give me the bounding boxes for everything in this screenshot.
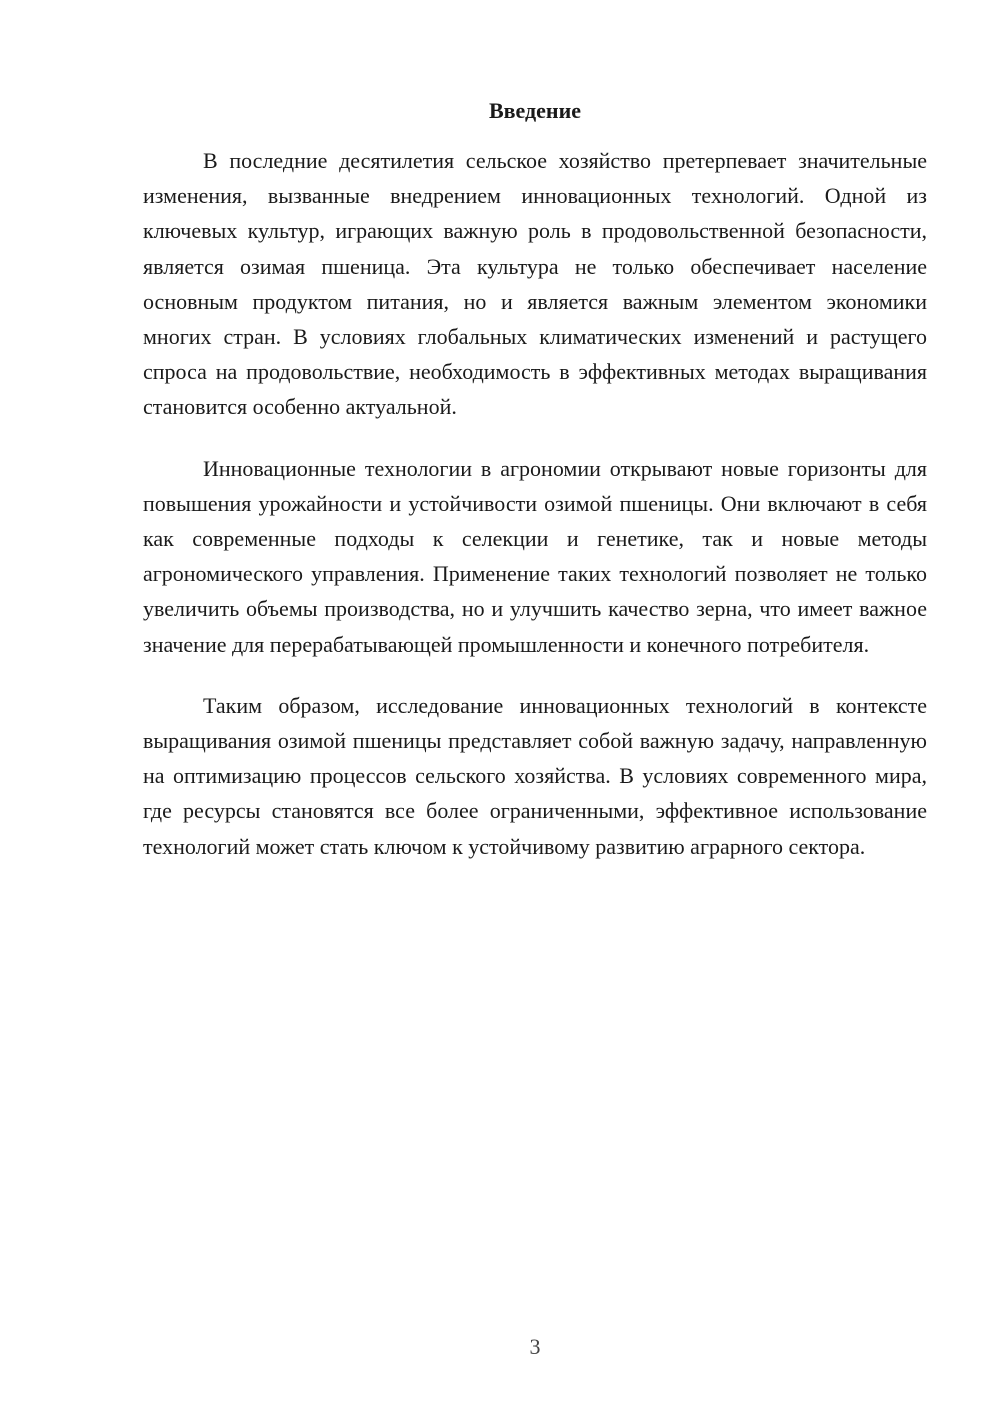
paragraph-3: Таким образом, исследование инновационных технологий в контексте выращивания озимой пшеницы представляет собой важную задачу, направленную на оптимизацию процессов сельского хозяйства. В условиях современного мира, где ресурсы становятся все более ограниченными, эффективное использование технологий может стать ключом к устойчивому развитию аграрного сектора.	[143, 692, 927, 859]
body-text	[143, 143, 927, 890]
section-heading: Введение	[488, 98, 582, 123]
paragraph-2: Инновационные технологии в агрономии открывают новые горизонты для повышения урожайности и устойчивости озимой пшеницы. Они включают в себя как современные подходы к селекции и генетике, так и новые методы агрономического управления. Применение таких технологий позволяет не только увеличить объемы производства, но и улучшить качество зерна, что имеет важное значение для перерабатывающей промышленности и конечного потребителя.	[143, 455, 927, 657]
page-number: 3	[529, 1334, 541, 1359]
paragraph-1: В последние десятилетия сельское хозяйство претерпевает значительные изменения, вызванные внедрением инновационных технологий. Одной из ключевых культур, играющих важную роль в продовольственной безопасности, является озимая пшеница. Эта культура не только обеспечивает население основным продуктом питания, но и является важным элементом экономики многих стран. В условиях глобальных климатических изменений и растущего спроса на продовольствие, необходимость в эффективных методах выращивания становится особенно актуальной.	[143, 148, 927, 420]
